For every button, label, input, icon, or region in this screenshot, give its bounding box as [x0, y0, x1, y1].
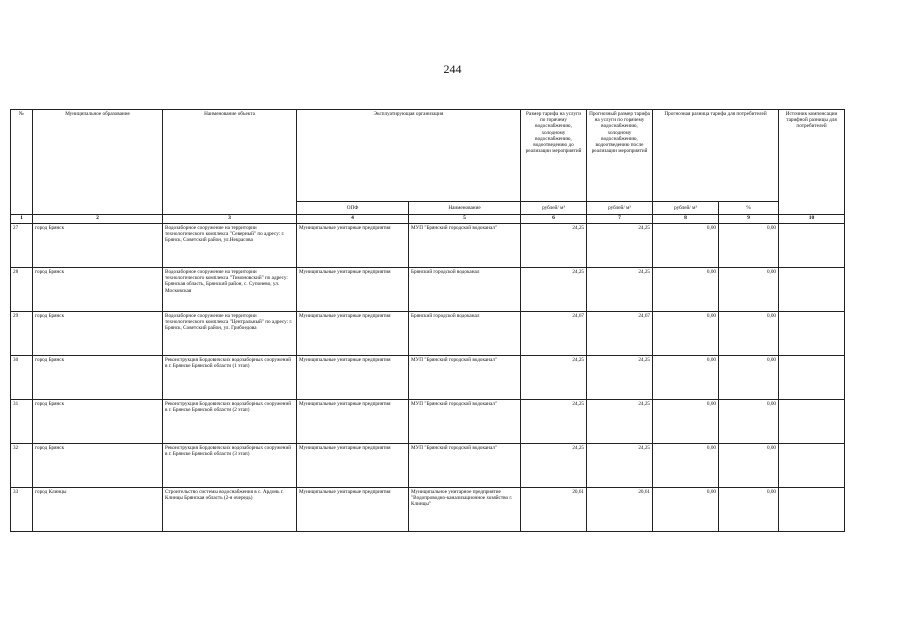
row-object: Реконструкция Бордовичских водозаборных сооружений в г. Брянске Брянской области (2 этап) [163, 400, 297, 444]
row-diff-rub: 0,00 [653, 488, 719, 532]
row-tariff-current: 20,61 [521, 488, 587, 532]
page-number: 244 [443, 62, 462, 76]
row-tariff-current: 24,25 [521, 356, 587, 400]
row-operator-name: Брянский городской водоканал [409, 312, 521, 356]
row-diff-pct: 0,00 [719, 400, 779, 444]
row-no: 29 [11, 312, 33, 356]
column-number: 8 [653, 215, 719, 224]
row-diff-pct: 0,00 [719, 268, 779, 312]
row-tariff-current: 24,25 [521, 224, 587, 268]
row-municipality: город Клинцы [33, 488, 163, 532]
row-object: Строительство системы водоснабжения в с. Ардонь г. Клинцы Брянская область (2-я очередь) [163, 488, 297, 532]
header-source: Источник компенсации тарифной разницы для потребителей [779, 110, 845, 215]
row-diff-pct: 0,00 [719, 312, 779, 356]
header-no: № [11, 110, 33, 215]
table-row [11, 444, 845, 488]
table-row [11, 488, 845, 532]
header-municipality: Муниципальное образование [33, 110, 163, 215]
row-tariff-current: 24,25 [521, 268, 587, 312]
row-municipality: город Брянск [33, 356, 163, 400]
row-no: 28 [11, 268, 33, 312]
header-opf: ОПФ [297, 202, 409, 215]
row-source [779, 444, 845, 488]
row-municipality: город Брянск [33, 268, 163, 312]
row-diff-pct: 0,00 [719, 356, 779, 400]
column-number: 10 [779, 215, 845, 224]
column-number: 9 [719, 215, 779, 224]
row-diff-rub: 0,00 [653, 268, 719, 312]
row-tariff-current: 24,25 [521, 400, 587, 444]
row-object: Реконструкция Бордовичских водозаборных сооружений в г. Брянске Брянской области (3 этап) [163, 444, 297, 488]
row-operator-name: Брянский городской водоканал [409, 268, 521, 312]
row-operator-name: МУП "Брянский городской водоканал" [409, 356, 521, 400]
row-tariff-forecast: 20,61 [587, 488, 653, 532]
row-diff-rub: 0,00 [653, 444, 719, 488]
row-diff-rub: 0,00 [653, 224, 719, 268]
header-name: Наименование [409, 202, 521, 215]
row-object: Водозаборное сооружение на территории технологического комплекса "Тимоновский" по адресу: Брянская область, Брянский район, с. Супонево, ул. Московская [163, 268, 297, 312]
row-opf: Муниципальные унитарные предприятия [297, 224, 409, 268]
row-diff-rub: 0,00 [653, 356, 719, 400]
row-tariff-forecast: 24,25 [587, 356, 653, 400]
row-opf: Муниципальные унитарные предприятия [297, 444, 409, 488]
header-unit-8: рублей/ м³ [653, 202, 719, 215]
table-row [11, 356, 845, 400]
column-number: 4 [297, 215, 409, 224]
column-number: 6 [521, 215, 587, 224]
row-tariff-forecast: 24,25 [587, 224, 653, 268]
header-operator: Эксплуатирующая организация [297, 110, 521, 202]
row-diff-pct: 0,00 [719, 488, 779, 532]
tariff-table [10, 109, 845, 532]
column-number: 1 [11, 215, 33, 224]
column-number-row [11, 215, 845, 224]
column-number: 5 [409, 215, 521, 224]
header-tariff-diff: Прогнозная разница тарифа для потребителей [653, 110, 779, 202]
row-opf: Муниципальные унитарные предприятия [297, 400, 409, 444]
row-diff-rub: 0,00 [653, 312, 719, 356]
row-source [779, 312, 845, 356]
row-no: 33 [11, 488, 33, 532]
header-unit-9: % [719, 202, 779, 215]
row-source [779, 400, 845, 444]
table-row [11, 400, 845, 444]
row-operator-name: МУП "Брянский городской водоканал" [409, 400, 521, 444]
row-object: Реконструкция Бордовичских водозаборных сооружений в г. Брянске Брянской области (1 этап) [163, 356, 297, 400]
row-tariff-forecast: 24,67 [587, 312, 653, 356]
row-opf: Муниципальные унитарные предприятия [297, 488, 409, 532]
row-operator-name: Муниципальное унитарное предприятие "Водопроводно-канализационное хозяйство г. Клинцы" [409, 488, 521, 532]
table-row [11, 268, 845, 312]
row-tariff-forecast: 24,25 [587, 268, 653, 312]
row-tariff-forecast: 24,25 [587, 444, 653, 488]
row-municipality: город Брянск [33, 224, 163, 268]
row-no: 27 [11, 224, 33, 268]
column-number: 2 [33, 215, 163, 224]
table-row [11, 224, 845, 268]
row-operator-name: МУП "Брянский городской водоканал" [409, 444, 521, 488]
row-tariff-current: 24,25 [521, 444, 587, 488]
row-object: Водозаборное сооружение на территории технологического комплекса "Северный" по адресу: г. Брянск, Советский район, ул.Некрасова [163, 224, 297, 268]
row-no: 32 [11, 444, 33, 488]
table-row [11, 312, 845, 356]
row-opf: Муниципальные унитарные предприятия [297, 268, 409, 312]
row-opf: Муниципальные унитарные предприятия [297, 312, 409, 356]
column-number: 7 [587, 215, 653, 224]
row-municipality: город Брянск [33, 444, 163, 488]
row-no: 31 [11, 400, 33, 444]
row-no: 30 [11, 356, 33, 400]
row-source [779, 488, 845, 532]
row-source [779, 356, 845, 400]
row-diff-pct: 0,00 [719, 444, 779, 488]
row-source [779, 268, 845, 312]
row-tariff-forecast: 24,25 [587, 400, 653, 444]
row-object: Водозаборное сооружение на территории технологического комплекса "Центральный" по адресу: г. Брянск, Советский район, ул. Грибоедова [163, 312, 297, 356]
row-diff-pct: 0,00 [719, 224, 779, 268]
header-object-name: Наименование объекта [163, 110, 297, 215]
row-diff-rub: 0,00 [653, 400, 719, 444]
row-tariff-current: 24,67 [521, 312, 587, 356]
header-tariff-current: Размер тарифа на услуги по горячему водоснабжению, холодному водоснабжению, водоотведению до реализации мероприятий [521, 110, 587, 202]
row-source [779, 224, 845, 268]
row-operator-name: МУП "Брянский городской водоканал" [409, 224, 521, 268]
row-municipality: город Брянск [33, 312, 163, 356]
header-tariff-forecast: Прогнозный размер тарифа на услуги по горячему водоснабжению, холодному водоснабжению, водоотведению после реализации мероприятий [587, 110, 653, 202]
column-number: 3 [163, 215, 297, 224]
row-opf: Муниципальные унитарные предприятия [297, 356, 409, 400]
row-municipality: город Брянск [33, 400, 163, 444]
header-unit-7: рублей/ м³ [587, 202, 653, 215]
header-unit-6: рублей/ м³ [521, 202, 587, 215]
